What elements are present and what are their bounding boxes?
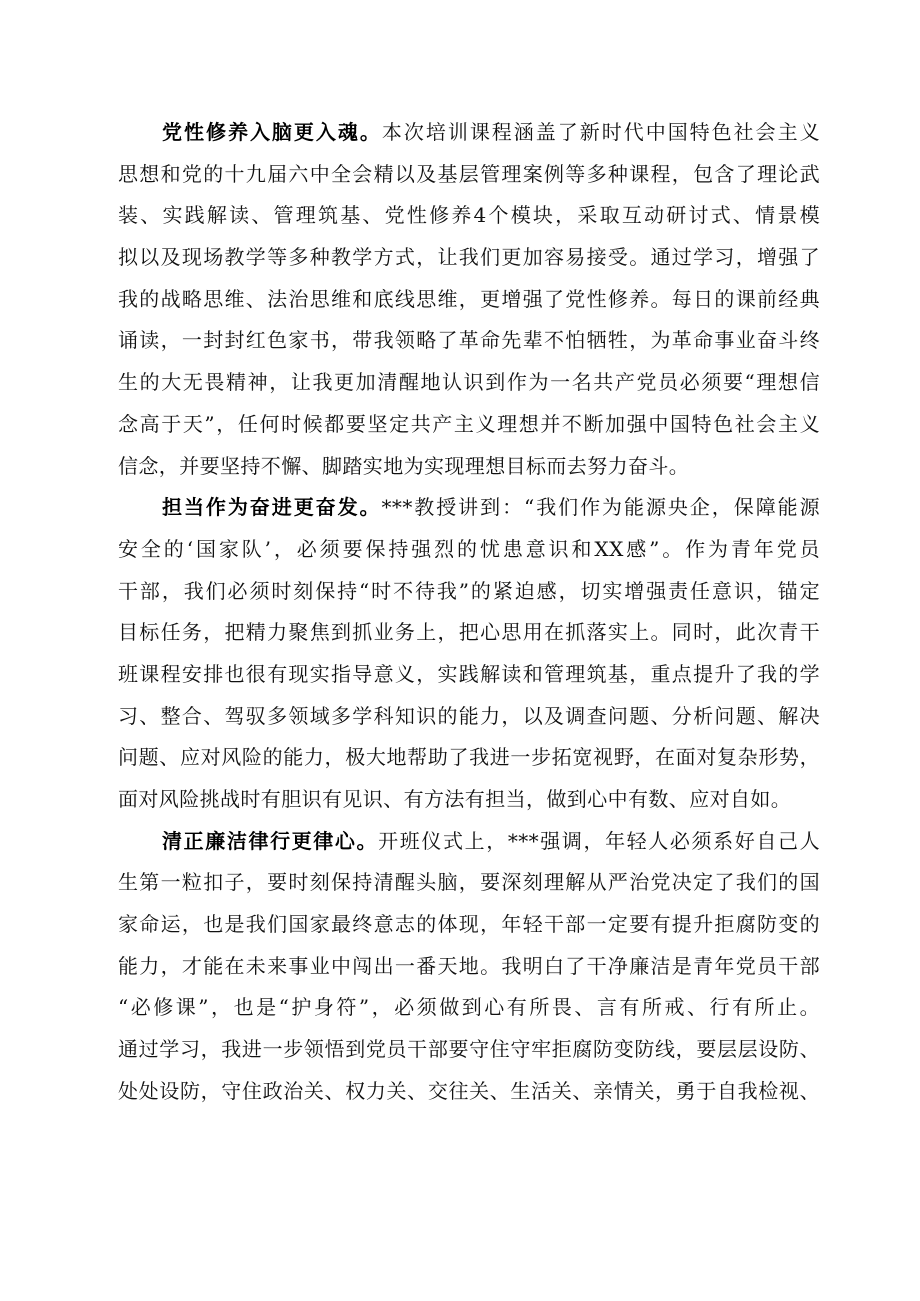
paragraph-line: 拟以及现场教学等多种教学方式，让我们更加容易接受。通过学习，增强了 [118, 245, 820, 270]
paragraph-line: 通过学习，我进一步领悟到党员干部要守住守牢拒腐防变防线，要层层设防、 [118, 1037, 820, 1062]
paragraph-3-line-1 [118, 821, 820, 863]
paragraph-1-line-1 [118, 112, 820, 154]
paragraph-line: 家命运，也是我们国家最终意志的体现，年轻干部一定要有提升拒腐防变的 [118, 912, 820, 937]
paragraph-line: 习、整合、驾驭多领域多学科知识的能力，以及调查问题、分析问题、解决 [118, 703, 820, 728]
paragraph-line: 我的战略思维、法治思维和底线思维，更增强了党性修养。每日的课前经典 [118, 286, 820, 311]
paragraph-line: “必修课”，也是“护身符”，必须做到心有所畏、言有所戒、行有所止。 [118, 995, 820, 1020]
paragraph-line: 面对风险挑战时有胆识有见识、有方法有担当，做到心中有数、应对自如。 [118, 787, 792, 811]
paragraph-3-text: 开班仪式上，***强调，年轻人必须系好自己人 [378, 828, 820, 853]
paragraph-line: 安全的‘国家队’，必须要保持强烈的忧患意识和XX感”。作为青年党员 [118, 536, 820, 561]
paragraph-2-heading: 担当作为奋进更奋发。 [162, 495, 382, 520]
paragraph-line: 装、实践解读、管理筑基、党性修养4个模块，采取互动研讨式、情景模 [118, 203, 820, 228]
paragraph-line: 诵读，一封封红色家书，带我领略了革命先辈不怕牺牲，为革命事业奋斗终 [118, 328, 820, 353]
paragraph-line: 念高于天”，任何时候都要坚定共产主义理想并不断加强中国特色社会主义 [118, 411, 820, 436]
paragraph-line: 处处设防，守住政治关、权力关、交往关、生活关、亲情关，勇于自我检视、 [118, 1078, 820, 1103]
paragraph-line: 生的大无畏精神，让我更加清醒地认识到作为一名共产党员必须要“理想信 [118, 370, 820, 395]
document-body [118, 112, 820, 1113]
paragraph-line: 信念，并要坚持不懈、脚踏实地为实现理想目标而去努力奋斗。 [118, 453, 690, 478]
paragraph-line: 班课程安排也很有现实指导意义，实践解读和管理筑基，重点提升了我的学 [118, 661, 820, 686]
paragraph-2-text: ***教授讲到：“我们作为能源央企，保障能源 [381, 495, 820, 520]
paragraph-2-line-1 [118, 487, 820, 529]
paragraph-1-text: 本次培训课程涵盖了新时代中国特色社会主义 [381, 120, 820, 144]
paragraph-line: 干部，我们必须时刻保持“时不待我”的紧迫感，切实增强责任意识，锚定 [118, 578, 820, 603]
paragraph-1-heading: 党性修养入脑更入魂。 [162, 120, 382, 144]
paragraph-line: 目标任务，把精力聚焦到抓业务上，把心思用在抓落实上。同时，此次青干 [118, 620, 820, 645]
paragraph-line: 思想和党的十九届六中全会精以及基层管理案例等多种课程，包含了理论武 [118, 161, 820, 186]
paragraph-line: 问题、应对风险的能力，极大地帮助了我进一步拓宽视野，在面对复杂形势， [118, 745, 820, 770]
paragraph-3-heading: 清正廉洁律行更律心。 [162, 828, 379, 853]
paragraph-line: 能力，才能在未来事业中闯出一番天地。我明白了干净廉洁是青年党员干部 [118, 953, 820, 978]
paragraph-line: 生第一粒扣子，要时刻保持清醒头脑，要深刻理解从严治党决定了我们的国 [118, 870, 820, 895]
